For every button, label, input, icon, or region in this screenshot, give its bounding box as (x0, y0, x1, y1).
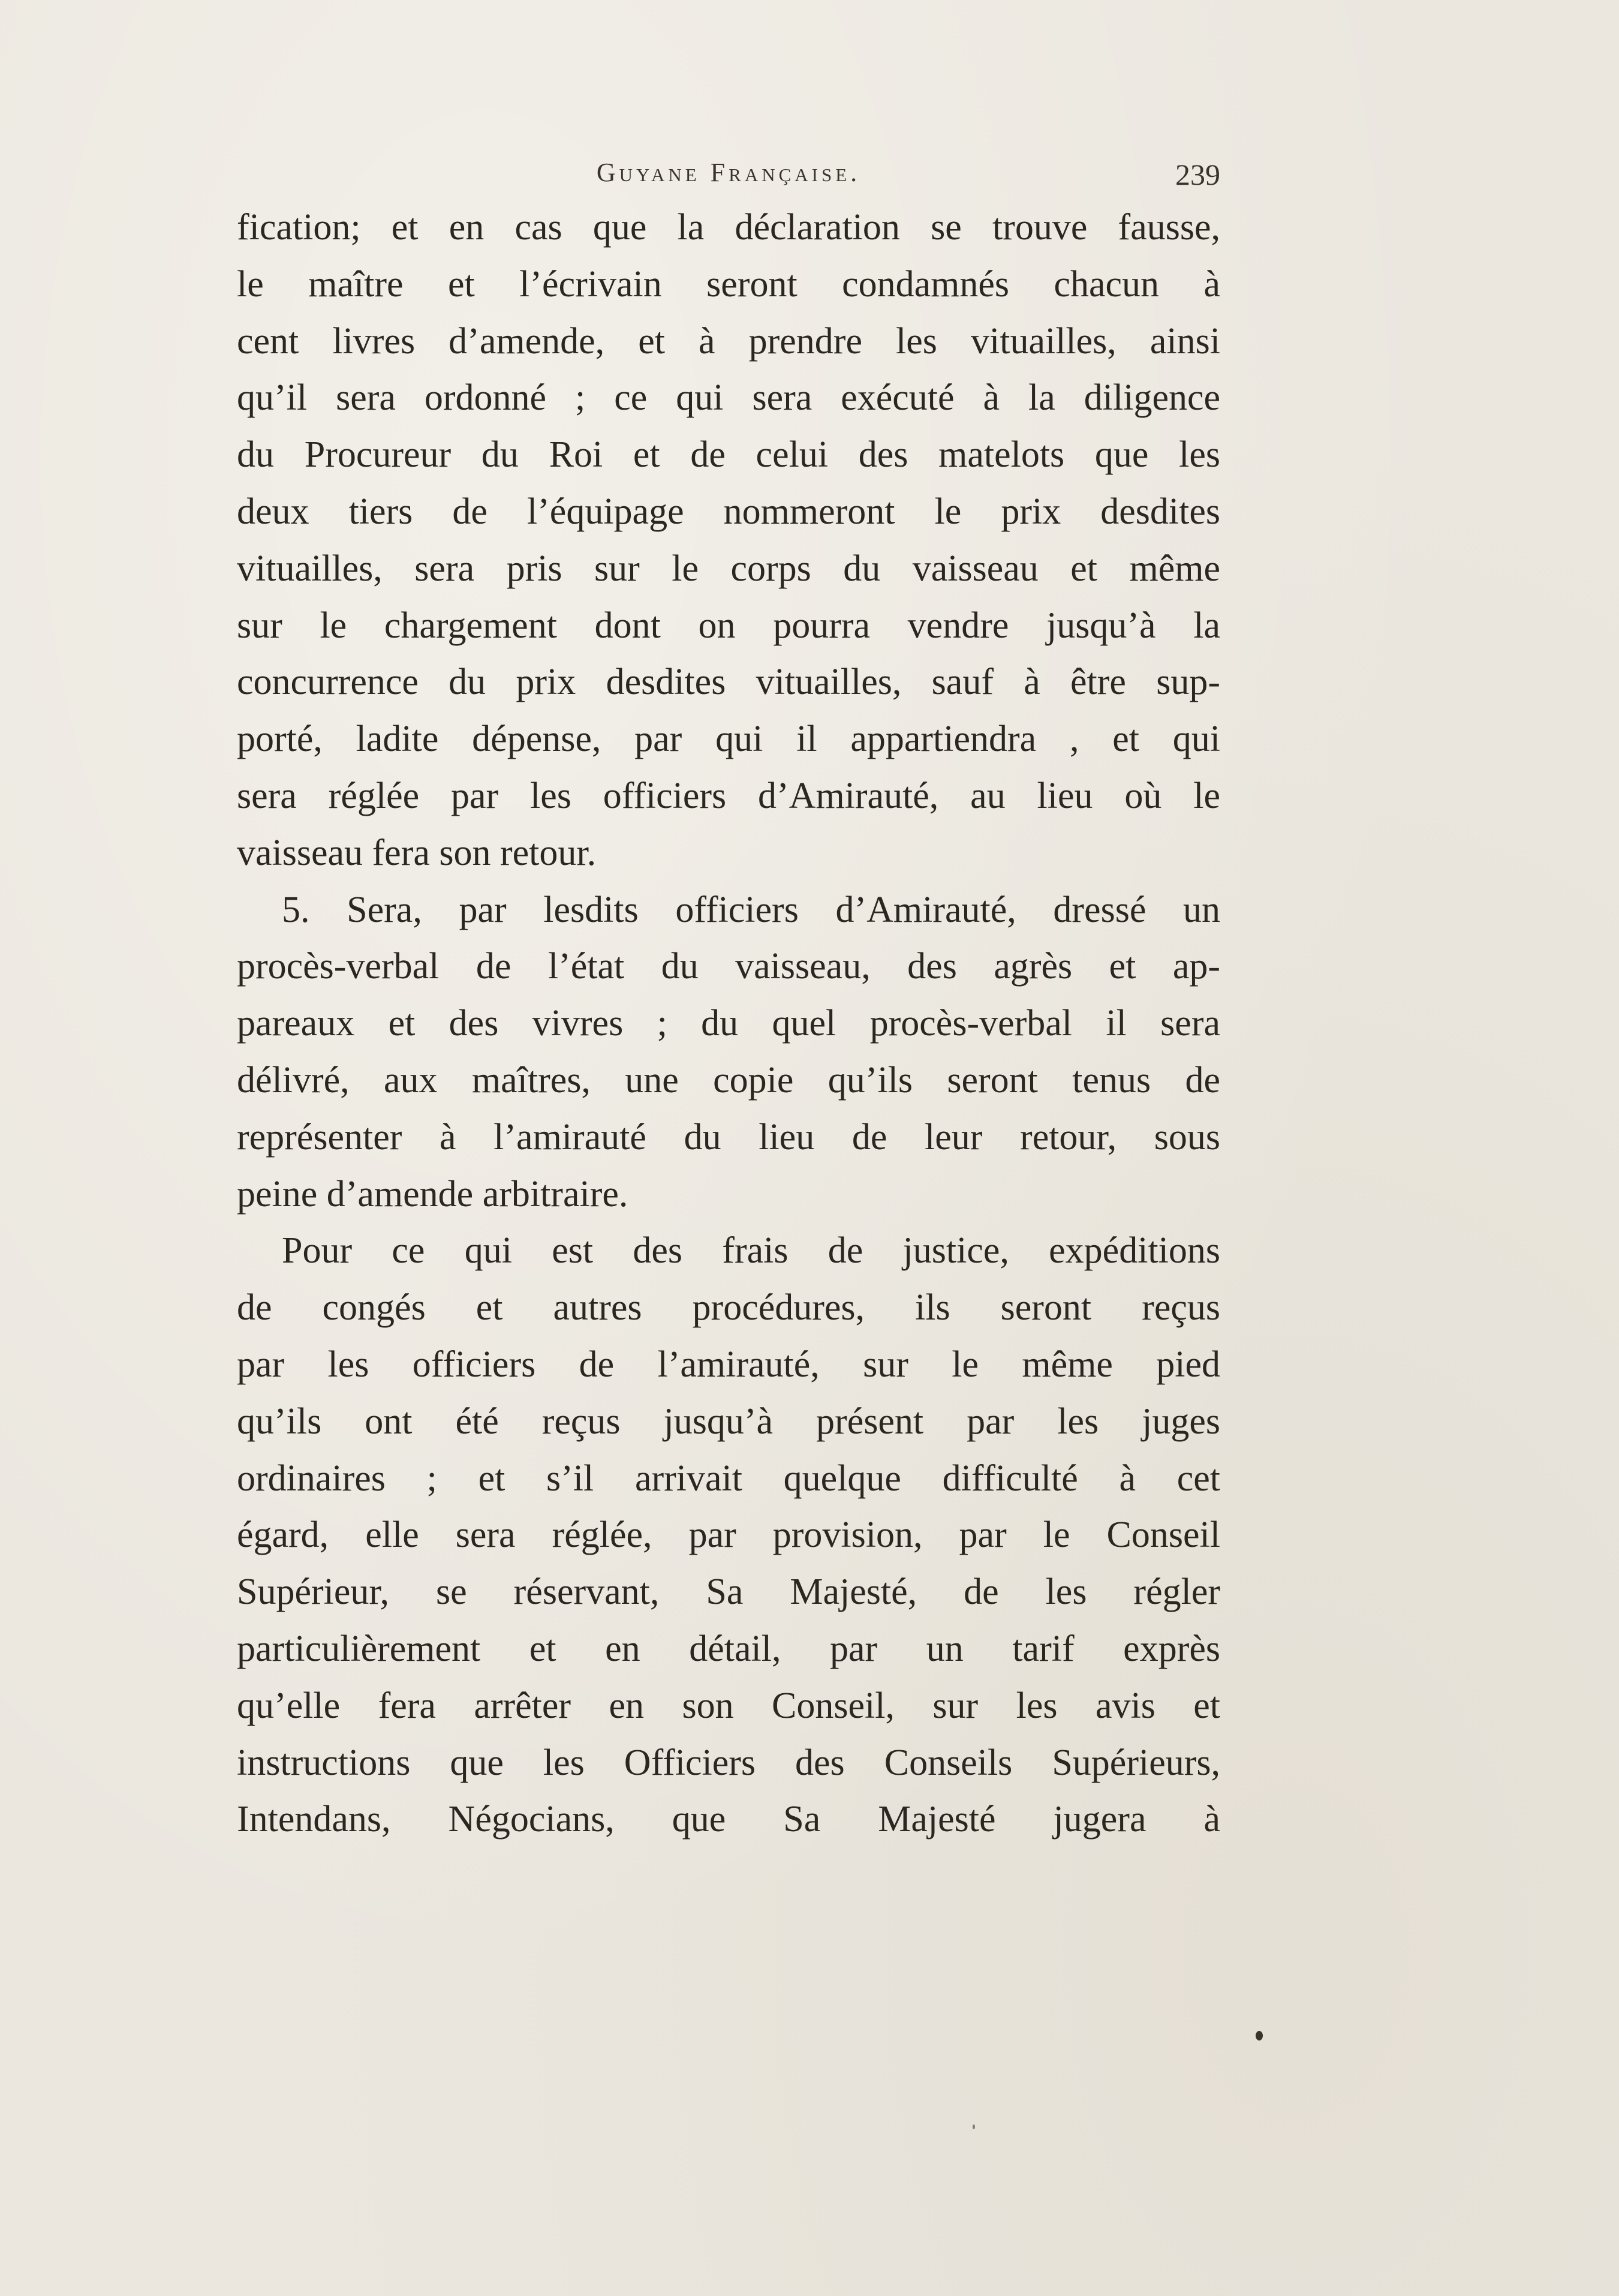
text-line: représenter à l’amirauté du lieu de leur retour, sous (237, 1116, 1220, 1158)
text-line: concurrence du prix desdites vituailles, sauf à être sup- (237, 662, 1220, 703)
page-number: 239 (1175, 158, 1220, 191)
text-line: par les officiers de l’amirauté, sur le même pied (237, 1344, 1220, 1385)
text-line: instructions que les Officiers des Conseils Supérieurs, (237, 1742, 1220, 1783)
text-line: de congés et autres procédures, ils seront reçus (237, 1287, 1220, 1329)
text-line: 5. Sera, par lesdits officiers d’Amirauté, dressé un (282, 889, 1220, 930)
text-line: égard, elle sera réglée, par provision, par le Conseil (237, 1514, 1220, 1556)
text-line: qu’elle fera arrêter en son Conseil, sur les avis et (237, 1685, 1220, 1726)
paragraph (237, 882, 1220, 1223)
ink-speck (973, 2124, 975, 2129)
text-line: peine d’amende arbitraire. (237, 1173, 628, 1215)
text-line: Intendans, Négocians, que Sa Majesté jugera à (237, 1799, 1220, 1840)
body-text (237, 199, 1220, 1848)
text-line: du Procureur du Roi et de celui des matelots que les (237, 434, 1220, 476)
text-line: ordinaires ; et s’il arrivait quelque difficulté à cet (237, 1457, 1220, 1499)
running-title: Guyane Française. (596, 158, 861, 187)
running-head (237, 157, 1220, 193)
text-line: vituailles, sera pris sur le corps du vaisseau et même (237, 548, 1220, 589)
text-line: délivré, aux maîtres, une copie qu’ils seront tenus de (237, 1059, 1220, 1101)
text-line: Supérieur, se réservant, Sa Majesté, de les régler (237, 1571, 1220, 1613)
text-line: particulièrement et en détail, par un tarif exprès (237, 1628, 1220, 1669)
text-line: qu’ils ont été reçus jusqu’à présent par les juges (237, 1401, 1220, 1442)
text-line: fication; et en cas que la déclaration se trouve fausse, (237, 207, 1220, 248)
text-line: deux tiers de l’équipage nommeront le prix desdites (237, 491, 1220, 532)
text-line: qu’il sera ordonné ; ce qui sera exécuté à la diligence (237, 377, 1220, 419)
text-line: pareaux et des vivres ; du quel procès-verbal il sera (237, 1003, 1220, 1044)
text-line: vaisseau fera son retour. (237, 832, 597, 873)
paragraph (237, 199, 1220, 882)
text-line: sera réglée par les officiers d’Amirauté, au lieu où le (237, 775, 1220, 816)
text-line: cent livres d’amende, et à prendre les vituailles, ainsi (237, 320, 1220, 362)
text-line: sur le chargement dont on pourra vendre jusqu’à la (237, 605, 1220, 646)
text-line: porté, ladite dépense, par qui il appartiendra , et qui (237, 719, 1220, 760)
paragraph (237, 1222, 1220, 1848)
text-line: Pour ce qui est des frais de justice, expéditions (282, 1230, 1220, 1272)
text-line: le maître et l’écrivain seront condamnés chacun à (237, 263, 1220, 305)
ink-speck (1256, 2031, 1263, 2040)
text-line: procès-verbal de l’état du vaisseau, des agrès et ap- (237, 946, 1220, 987)
